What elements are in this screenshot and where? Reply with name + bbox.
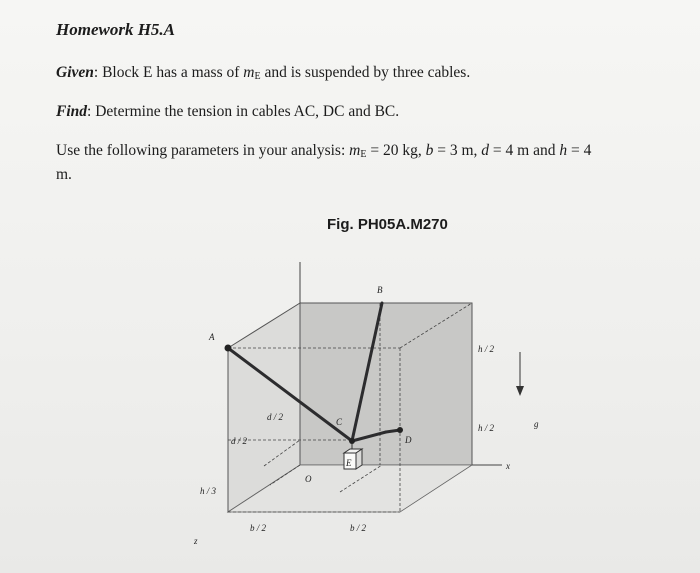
gravity-arrow-head	[516, 386, 524, 396]
params-mass-value: = 20 kg,	[366, 142, 426, 159]
find-label: Find	[56, 103, 88, 120]
given-mass-subscript: E	[254, 71, 261, 82]
point-a	[225, 345, 232, 352]
label-b-half-left: b / 2	[250, 523, 267, 533]
figure-caption: Fig. PH05A.M270	[327, 216, 448, 233]
given-mass-symbol: m	[243, 64, 255, 81]
label-b-half-right: b / 2	[350, 523, 367, 533]
label-origin: O	[305, 474, 312, 484]
given-text-before: : Block E has a mass of	[93, 64, 244, 81]
find-text: : Determine the tension in cables AC, DC and BC.	[87, 103, 400, 120]
params-b-value: = 3 m,	[433, 142, 482, 159]
given-label: Given	[56, 64, 94, 81]
label-x-axis: x	[506, 461, 510, 471]
label-a: A	[209, 332, 215, 342]
params-d-value: = 4 m and	[489, 142, 560, 159]
params-d-symbol: d	[481, 142, 490, 159]
label-e: E	[346, 458, 352, 468]
params-intro: Use the following parameters in your analysis:	[56, 142, 350, 159]
label-gravity: g	[534, 419, 539, 429]
label-h-half-lower: h / 2	[478, 423, 495, 433]
label-d-half-left: d / 2	[231, 436, 248, 446]
params-h-symbol: h	[559, 142, 568, 159]
params-b-symbol: b	[425, 142, 434, 159]
params-mass-symbol: m	[349, 142, 361, 159]
point-d	[397, 427, 403, 433]
given-text-after: and is suspended by three cables.	[260, 64, 471, 81]
point-c	[349, 438, 355, 444]
params-continuation: m.	[56, 166, 72, 183]
back-wall	[300, 303, 472, 465]
label-b: B	[377, 285, 383, 295]
label-d-half-top: d / 2	[267, 412, 284, 422]
label-c: C	[336, 417, 343, 427]
label-z-axis: z	[194, 536, 198, 546]
homework-title: Homework H5.A	[56, 20, 176, 39]
label-d: D	[405, 435, 412, 445]
params-mass-subscript: E	[360, 149, 367, 160]
label-h-half-upper: h / 2	[478, 344, 495, 354]
label-h-third: h / 3	[200, 486, 217, 496]
params-h-value: = 4	[567, 142, 592, 159]
block-e-side	[356, 449, 362, 469]
